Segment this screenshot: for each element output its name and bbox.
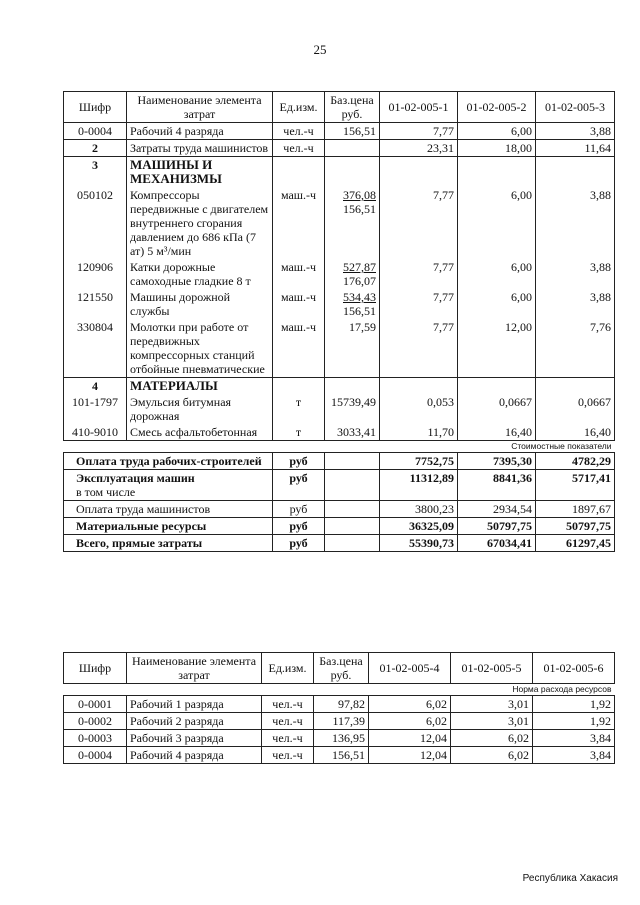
value-cell: 8841,36 (458, 470, 536, 501)
section-row (64, 157, 615, 188)
value-cell: 3,88 (536, 123, 615, 140)
value-cell: 6,00 (458, 289, 536, 319)
value-cell: 6,02 (451, 747, 533, 764)
footer-region-label: Республика Хакасия (522, 873, 618, 884)
price-main: 527,87 (343, 260, 376, 274)
unit-cell: руб (273, 535, 325, 552)
note-row (64, 684, 615, 696)
value-cell: 50797,75 (536, 518, 615, 535)
code-cell: 3 (64, 157, 127, 188)
value-cell: 11,64 (536, 140, 615, 157)
value-cell: 6,00 (458, 187, 536, 259)
section-title: МАШИНЫ И МЕХАНИЗМЫ (127, 157, 273, 188)
unit-cell: чел.-ч (262, 730, 314, 747)
value-cell: 6,00 (458, 259, 536, 289)
code-cell: 101-1797 (64, 394, 127, 424)
value-cell: 3,84 (533, 730, 615, 747)
header-cell: 01-02-005-4 (369, 653, 451, 684)
price-cell (325, 289, 380, 319)
code-cell: 0-0004 (64, 747, 127, 764)
header-cell: 01-02-005-2 (458, 92, 536, 123)
value-cell: 0,0667 (536, 394, 615, 424)
value-cell: 6,02 (451, 730, 533, 747)
header-cell: Ед.изм. (273, 92, 325, 123)
value-cell: 16,40 (458, 424, 536, 441)
section-title: МАТЕРИАЛЫ (127, 378, 273, 395)
unit-cell: т (273, 424, 325, 441)
value-cell: 11312,89 (380, 470, 458, 501)
header-cell: 01-02-005-1 (380, 92, 458, 123)
value-cell: 61297,45 (536, 535, 615, 552)
table-row (64, 319, 615, 378)
price-sub: 156,51 (343, 202, 376, 216)
empty-cell (325, 501, 380, 518)
price-cell: 117,39 (314, 713, 369, 730)
value-cell: 1,92 (533, 696, 615, 713)
name-cell: Рабочий 3 разряда (127, 730, 262, 747)
note-row (64, 441, 615, 453)
value-cell: 3800,23 (380, 501, 458, 518)
unit-cell: маш.-ч (273, 259, 325, 289)
name-cell: Эмульсия битумная дорожная (127, 394, 273, 424)
price-cell: 156,51 (325, 123, 380, 140)
value-cell: 50797,75 (458, 518, 536, 535)
value-cell: 3,88 (536, 259, 615, 289)
empty-cell (380, 157, 458, 188)
cost-table-1 (63, 91, 615, 552)
empty-cell (458, 157, 536, 188)
table-row (64, 289, 615, 319)
header-cell: Баз.цена руб. (314, 653, 369, 684)
value-cell: 18,00 (458, 140, 536, 157)
name-cell: Катки дорожные самоходные гладкие 8 т (127, 259, 273, 289)
code-cell: 0-0002 (64, 713, 127, 730)
code-cell: 0-0001 (64, 696, 127, 713)
norm-note: Норма расхода ресурсов (64, 684, 615, 696)
empty-cell (325, 535, 380, 552)
unit-cell: маш.-ч (273, 289, 325, 319)
empty-cell (325, 157, 380, 188)
page-number: 25 (313, 42, 327, 57)
empty-cell (273, 157, 325, 188)
table-row (64, 424, 615, 441)
unit-cell: чел.-ч (273, 123, 325, 140)
value-cell: 12,00 (458, 319, 536, 378)
empty-cell (325, 518, 380, 535)
code-cell: 121550 (64, 289, 127, 319)
header-cell: Ед.изм. (262, 653, 314, 684)
code-cell: 120906 (64, 259, 127, 289)
code-cell: 0-0004 (64, 123, 127, 140)
value-cell: 6,00 (458, 123, 536, 140)
section-row (64, 378, 615, 395)
empty-cell (380, 378, 458, 395)
price-main: 534,43 (343, 290, 376, 304)
price-sub: 156,51 (343, 304, 376, 318)
price-cell: 3033,41 (325, 424, 380, 441)
summary-row (64, 535, 615, 552)
value-cell: 7,77 (380, 289, 458, 319)
value-cell: 3,01 (451, 713, 533, 730)
summary-sublabel: в том числе (76, 485, 136, 499)
summary-label (64, 470, 273, 501)
summary-label: Материальные ресурсы (64, 518, 273, 535)
value-cell: 1897,67 (536, 501, 615, 518)
value-cell: 2934,54 (458, 501, 536, 518)
value-cell: 0,0667 (458, 394, 536, 424)
value-cell: 3,88 (536, 187, 615, 259)
table-row (64, 696, 615, 713)
value-cell: 7,77 (380, 259, 458, 289)
summary-row (64, 453, 615, 470)
code-cell: 4 (64, 378, 127, 395)
price-cell: 136,95 (314, 730, 369, 747)
value-cell: 5717,41 (536, 470, 615, 501)
table-row (64, 259, 615, 289)
value-cell: 0,053 (380, 394, 458, 424)
table-row (64, 123, 615, 140)
value-cell: 4782,29 (536, 453, 615, 470)
name-cell: Рабочий 1 разряда (127, 696, 262, 713)
unit-cell: руб (273, 501, 325, 518)
table-row (64, 140, 615, 157)
code-cell: 2 (64, 140, 127, 157)
value-cell: 7752,75 (380, 453, 458, 470)
header-cell: 01-02-005-5 (451, 653, 533, 684)
header-cell: 01-02-005-6 (533, 653, 615, 684)
value-cell: 7,77 (380, 319, 458, 378)
name-cell: Машины дорожной службы (127, 289, 273, 319)
empty-cell (325, 470, 380, 501)
summary-row (64, 470, 615, 501)
code-cell: 330804 (64, 319, 127, 378)
value-cell: 7395,30 (458, 453, 536, 470)
price-main: 376,08 (343, 188, 376, 202)
table-row (64, 187, 615, 259)
price-cell (325, 187, 380, 259)
name-cell: Молотки при работе от передвижных компрессорных станций отбойные пневматические (127, 319, 273, 378)
empty-cell (325, 453, 380, 470)
cost-note: Стоимостные показатели (64, 441, 615, 453)
empty-cell (458, 378, 536, 395)
value-cell: 12,04 (369, 747, 451, 764)
code-cell: 050102 (64, 187, 127, 259)
summary-label: Всего, прямые затраты (64, 535, 273, 552)
header-cell: Шифр (64, 92, 127, 123)
cost-table-2 (63, 652, 615, 764)
code-cell: 0-0003 (64, 730, 127, 747)
price-cell (325, 259, 380, 289)
unit-cell: чел.-ч (262, 696, 314, 713)
value-cell: 16,40 (536, 424, 615, 441)
value-cell: 67034,41 (458, 535, 536, 552)
table-header-row (64, 92, 615, 123)
unit-cell: т (273, 394, 325, 424)
summary-label: Оплата труда рабочих-строителей (64, 453, 273, 470)
price-cell: 97,82 (314, 696, 369, 713)
unit-cell: чел.-ч (262, 713, 314, 730)
value-cell: 6,02 (369, 713, 451, 730)
empty-cell (273, 378, 325, 395)
unit-cell: маш.-ч (273, 187, 325, 259)
price-cell (325, 140, 380, 157)
name-cell: Рабочий 4 разряда (127, 747, 262, 764)
price-cell: 15739,49 (325, 394, 380, 424)
header-cell: Шифр (64, 653, 127, 684)
value-cell: 3,84 (533, 747, 615, 764)
value-cell: 3,01 (451, 696, 533, 713)
name-cell: Смесь асфальтобетонная (127, 424, 273, 441)
price-cell: 17,59 (325, 319, 380, 378)
name-cell: Рабочий 4 разряда (127, 123, 273, 140)
unit-cell: маш.-ч (273, 319, 325, 378)
header-cell: Наименование элемента затрат (127, 653, 262, 684)
empty-cell (325, 378, 380, 395)
price-sub: 176,07 (343, 274, 376, 288)
summary-label: Оплата труда машинистов (64, 501, 273, 518)
table-row (64, 394, 615, 424)
value-cell: 36325,09 (380, 518, 458, 535)
value-cell: 1,92 (533, 713, 615, 730)
value-cell: 6,02 (369, 696, 451, 713)
header-cell: Наименование элемента затрат (127, 92, 273, 123)
summary-row (64, 501, 615, 518)
header-cell: 01-02-005-3 (536, 92, 615, 123)
unit-cell: чел.-ч (262, 747, 314, 764)
empty-cell (536, 378, 615, 395)
value-cell: 12,04 (369, 730, 451, 747)
value-cell: 3,88 (536, 289, 615, 319)
empty-cell (536, 157, 615, 188)
code-cell: 410-9010 (64, 424, 127, 441)
table-header-row (64, 653, 615, 684)
value-cell: 7,76 (536, 319, 615, 378)
summary-row (64, 518, 615, 535)
unit-cell: руб (273, 453, 325, 470)
table-row (64, 713, 615, 730)
table-row (64, 730, 615, 747)
unit-cell: руб (273, 470, 325, 501)
unit-cell: руб (273, 518, 325, 535)
price-cell: 156,51 (314, 747, 369, 764)
header-cell: Баз.цена руб. (325, 92, 380, 123)
value-cell: 23,31 (380, 140, 458, 157)
value-cell: 55390,73 (380, 535, 458, 552)
value-cell: 7,77 (380, 123, 458, 140)
summary-title: Эксплуатация машин (76, 471, 195, 485)
name-cell: Компрессоры передвижные с двигателем внутреннего сгорания давлением до 686 кПа (7 ат) 5 м³/мин (127, 187, 273, 259)
value-cell: 7,77 (380, 187, 458, 259)
value-cell: 11,70 (380, 424, 458, 441)
unit-cell: чел.-ч (273, 140, 325, 157)
table-row (64, 747, 615, 764)
name-cell: Рабочий 2 разряда (127, 713, 262, 730)
name-cell: Затраты труда машинистов (127, 140, 273, 157)
